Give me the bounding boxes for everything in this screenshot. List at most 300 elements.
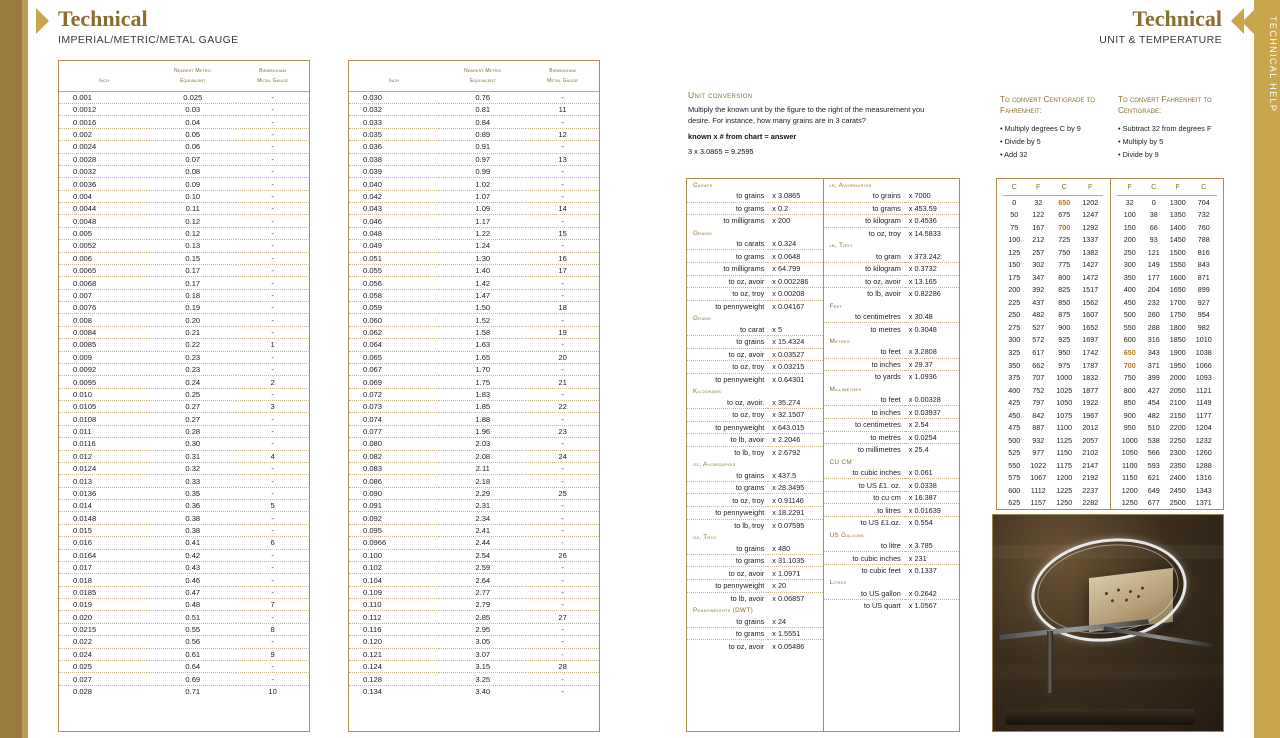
conversion-group-title: oz, Avoirdupois	[693, 461, 736, 469]
gauge-cell-metric: 3.07	[439, 648, 526, 660]
temperature-header: C	[1003, 179, 1025, 196]
gauge-cell-metric: 0.19	[149, 302, 236, 314]
gauge-cell-gauge: -	[236, 636, 309, 648]
table-row	[1117, 334, 1217, 347]
table-row	[687, 238, 823, 250]
conversion-label: to kilogram	[824, 215, 905, 228]
temperature-cell: 2400	[1169, 473, 1186, 483]
gauge-cell-metric: 0.07	[149, 153, 236, 165]
temperature-cell: 392	[1032, 285, 1045, 295]
conversion-group-title: Pennyweights (DWT)	[693, 607, 754, 615]
table-row	[349, 425, 599, 437]
gauge-cell-gauge: -	[236, 289, 309, 301]
gauge-cell-inch: 0.100	[349, 549, 439, 561]
gauge-cell-gauge: -	[526, 599, 599, 611]
gauge-cell-metric: 0.43	[149, 561, 236, 573]
conversion-label: to inches	[824, 406, 905, 419]
gauge-cell-inch: 0.074	[349, 413, 439, 425]
table-row	[349, 326, 599, 338]
table-row	[1117, 409, 1217, 422]
table-row	[59, 438, 309, 450]
temperature-cell: 788	[1197, 235, 1210, 245]
gauge-cell-inch: 0.036	[349, 141, 439, 153]
gauge-cell-inch: 0.0012	[59, 104, 149, 116]
temperature-cell: 1850	[1169, 335, 1186, 345]
conversion-label: to centimetres	[824, 418, 905, 431]
table-row	[687, 323, 823, 335]
temperature-cell: 625	[1008, 498, 1021, 508]
conversion-label: to grains	[687, 615, 768, 627]
conversion-group-title: Kilograms	[693, 388, 722, 396]
gauge-cell-inch: 0.090	[349, 487, 439, 499]
gauge-cell-metric: 2.77	[439, 586, 526, 598]
temperature-cell: 288	[1147, 322, 1160, 332]
gauge-cell-inch: 0.049	[349, 240, 439, 252]
temperature-cell: 843	[1197, 260, 1210, 270]
conversion-factor: x 0.01639	[905, 504, 959, 517]
table-row	[687, 190, 823, 202]
temperature-cell: 100	[1008, 235, 1021, 245]
gauge-cell-inch: 0.077	[349, 425, 439, 437]
centigrade-title: To convert Centigrade to Fahrenheit:	[1000, 95, 1095, 116]
temperature-cell: 825	[1058, 285, 1071, 295]
temperature-cell: 704	[1197, 197, 1210, 207]
gauge-header-inch: inch	[59, 61, 149, 91]
temperature-cell: 1517	[1082, 285, 1099, 295]
gauge-cell-gauge: -	[526, 524, 599, 536]
gauge-cell-metric: 1.75	[439, 376, 526, 388]
table-row	[59, 289, 309, 301]
table-row	[349, 227, 599, 239]
gauge-cell-inch: 0.134	[363, 686, 383, 696]
temperature-cell: 527	[1032, 322, 1045, 332]
table-row	[59, 363, 309, 375]
gauge-cell-metric: 0.30	[149, 438, 236, 450]
gauge-cell-gauge: -	[526, 438, 599, 450]
table-row	[349, 128, 599, 140]
temperature-cell: 93	[1149, 235, 1158, 245]
gauge-cell-gauge: -	[526, 500, 599, 512]
temperature-header: F	[1077, 179, 1103, 196]
gauge-cell-metric: 1.30	[439, 252, 526, 264]
temperature-cell: 700	[1058, 222, 1071, 232]
table-row	[687, 361, 823, 374]
table-row	[349, 524, 599, 536]
gauge-cell-gauge: -	[236, 227, 309, 239]
temperature-cell: 617	[1032, 347, 1045, 357]
conversion-factor: x 0.64301	[772, 375, 805, 385]
temperature-cell: 475	[1008, 423, 1021, 433]
gauge-cell-metric: 0.11	[149, 203, 236, 215]
temperature-cell: 2150	[1169, 410, 1186, 420]
conversion-factor: x 0.03937	[905, 406, 959, 419]
gauge-cell-gauge: -	[236, 116, 309, 128]
temperature-cell: 1472	[1082, 272, 1099, 282]
temperature-cell: 1600	[1169, 272, 1186, 282]
gauge-cell-metric: 1.96	[439, 425, 526, 437]
temperature-cell: 1010	[1195, 335, 1212, 345]
table-row	[687, 262, 823, 275]
gauge-cell-metric: 0.10	[149, 190, 236, 202]
gauge-cell-gauge: -	[526, 388, 599, 400]
gauge-cell-inch: 0.016	[59, 537, 149, 549]
conversion-label: to milligrams	[723, 216, 765, 226]
temperature-cell: 1427	[1082, 260, 1099, 270]
gauge-cell-inch: 0.062	[349, 326, 439, 338]
temperature-cell: 1562	[1082, 297, 1099, 307]
conversion-table	[824, 587, 960, 611]
table-row	[59, 252, 309, 264]
gauge-cell-inch: 0.121	[349, 648, 439, 660]
conversion-label: to oz, avoir	[687, 567, 768, 580]
gauge-cell-inch: 0.051	[349, 252, 439, 264]
gauge-cell-metric: 0.31	[149, 450, 236, 462]
temperature-cell: 450	[1123, 297, 1136, 307]
temperature-cell: 232	[1147, 297, 1160, 307]
temperature-cell: 1250	[1056, 498, 1073, 508]
gauge-cell-gauge: 22	[526, 401, 599, 413]
gauge-cell-metric: 1.85	[439, 401, 526, 413]
gauge-cell-metric: 2.29	[439, 487, 526, 499]
gauge-cell-metric: 2.08	[439, 450, 526, 462]
temperature-cell: 1066	[1195, 360, 1212, 370]
conversion-label: to US gallon	[824, 587, 905, 599]
gauge-cell-metric: 0.03	[149, 104, 236, 116]
table-row	[687, 554, 823, 567]
temperature-cell: 316	[1147, 335, 1160, 345]
temperature-cell: 257	[1032, 247, 1045, 257]
conversion-label: to US quart	[863, 601, 901, 611]
conversion-factor: x 0.2	[768, 202, 822, 215]
temperature-cell: 1121	[1196, 385, 1212, 395]
table-row	[349, 438, 599, 450]
page-left-margin-bar	[0, 0, 22, 738]
temperature-cell: 1337	[1082, 235, 1099, 245]
table-row	[349, 116, 599, 128]
table-row	[687, 519, 823, 531]
gauge-cell-metric: 0.69	[149, 673, 236, 685]
gauge-cell-metric: 0.17	[149, 264, 236, 276]
photo-light-streak-2	[993, 665, 1223, 679]
conversion-factor: x 0.05486	[772, 641, 805, 651]
temperature-cell: 1050	[1056, 398, 1073, 408]
table-row	[824, 358, 960, 371]
conversion-factor: x 1.0971	[768, 567, 822, 580]
temperature-cell: 1177	[1196, 410, 1212, 420]
table-row	[59, 487, 309, 499]
table-row	[824, 275, 960, 288]
conversion-group-title: CU CM	[829, 458, 852, 466]
gauge-cell-metric: 0.28	[149, 425, 236, 437]
page-subtitle-left: IMPERIAL/METRIC/METAL GAUGE	[58, 34, 239, 46]
gauge-table	[349, 61, 599, 697]
temperature-cell: 32	[1034, 197, 1043, 207]
gauge-cell-gauge: -	[236, 153, 309, 165]
temperature-cell: 816	[1197, 247, 1210, 257]
table-row	[349, 314, 599, 326]
gauge-cell-gauge: -	[526, 190, 599, 202]
gauge-cell-metric: 2.85	[439, 611, 526, 623]
gauge-cell-inch: 0.112	[349, 611, 439, 623]
temperature-cell: 454	[1147, 398, 1160, 408]
conversion-group-title: Litres	[829, 579, 847, 587]
temperature-cell: 437	[1032, 297, 1045, 307]
temperature-cell: 1400	[1169, 222, 1186, 232]
temperature-cell: 1877	[1082, 385, 1099, 395]
table-row	[59, 104, 309, 116]
temperature-cell: 1371	[1195, 498, 1212, 508]
gauge-cell-inch: 0.048	[349, 227, 439, 239]
table-row	[824, 202, 960, 215]
temperature-cell: 899	[1197, 285, 1210, 295]
temperature-cell: 725	[1058, 235, 1071, 245]
gauge-cell-gauge: -	[236, 586, 309, 598]
table-row	[687, 469, 823, 481]
gauge-cell-metric: 1.07	[439, 190, 526, 202]
temperature-cell: 650	[1058, 197, 1071, 207]
temperature-cell: 1697	[1082, 335, 1099, 345]
conversion-label: to lb, troy	[734, 520, 765, 530]
temperature-cell: 200	[1008, 285, 1021, 295]
temperature-cell: 0	[1151, 197, 1156, 207]
gauge-cell-metric: 3.25	[439, 673, 526, 685]
temperature-cell: 500	[1008, 435, 1021, 445]
temperature-cell: 425	[1008, 398, 1021, 408]
table-row	[687, 627, 823, 640]
temperature-cell: 1022	[1030, 460, 1047, 470]
conversion-factor: x 7000	[905, 190, 959, 202]
temperature-cell: 2057	[1082, 435, 1099, 445]
gauge-header-inch: inch	[349, 61, 439, 91]
gauge-cell-metric: 0.04	[149, 116, 236, 128]
table-row	[1117, 196, 1217, 209]
gauge-cell-metric: 1.09	[439, 203, 526, 215]
gauge-table	[59, 61, 309, 697]
table-row	[1003, 396, 1103, 409]
conversion-label: to cubic inches	[824, 552, 905, 565]
conversion-factor: x 0.1337	[908, 566, 937, 576]
temperature-cell: 1450	[1169, 235, 1186, 245]
temperature-cell: 1350	[1169, 210, 1186, 220]
gauge-cell-gauge: 17	[526, 264, 599, 276]
table-row	[824, 323, 960, 335]
gauge-cell-gauge: 12	[526, 128, 599, 140]
table-row	[824, 418, 960, 431]
gauge-cell-inch: 0.0124	[59, 462, 149, 474]
table-row	[1117, 484, 1217, 497]
table-row	[349, 302, 599, 314]
gauge-cell-gauge: 21	[526, 376, 599, 388]
temperature-cell: 125	[1008, 247, 1021, 257]
gauge-cell-metric: 0.22	[149, 339, 236, 351]
conversion-label: to grams	[687, 627, 768, 640]
photo-post	[1047, 631, 1053, 693]
gauge-cell-metric: 0.81	[439, 104, 526, 116]
temperature-cell: 350	[1008, 360, 1021, 370]
gauge-cell-inch: 0.0116	[59, 438, 149, 450]
conversion-label: to cu cm	[824, 491, 905, 504]
gauge-cell-inch: 0.056	[349, 277, 439, 289]
table-row	[1117, 271, 1217, 284]
temperature-cell: 538	[1147, 435, 1160, 445]
conversion-label: to oz, avoir	[728, 641, 765, 651]
gauge-cell-gauge: -	[236, 252, 309, 264]
conversion-label: to US £1. oz.	[824, 479, 905, 492]
gauge-cell-metric: 0.17	[149, 277, 236, 289]
conversion-factor: x 0.0338	[905, 479, 959, 492]
conversion-label: to grains	[687, 542, 768, 554]
temperature-cell: 975	[1058, 360, 1071, 370]
conversion-label: to feet	[824, 346, 905, 358]
table-row	[687, 421, 823, 434]
side-tab-label: TECHNICAL HELP	[1268, 16, 1278, 113]
temperature-table-right	[1117, 179, 1217, 509]
table-row	[59, 450, 309, 462]
table-row	[59, 116, 309, 128]
table-row	[687, 288, 823, 301]
conversion-factor: x 453.59	[905, 202, 959, 215]
table-row	[59, 376, 309, 388]
gauge-cell-gauge: -	[236, 203, 309, 215]
temperature-cell: 1050	[1121, 448, 1138, 458]
gauge-table-column-2	[348, 60, 600, 732]
header-left-arrow-icon	[36, 8, 49, 34]
temperature-cell: 1700	[1169, 297, 1186, 307]
temperature-cell: 177	[1147, 272, 1160, 282]
gauge-cell-metric: 1.47	[439, 289, 526, 301]
unit-conversion-body: Multiply the known unit by the figure to the right of the measurement you desire. For instance, how many grains are in 3 carats?	[688, 105, 925, 125]
conversion-factor: x 1.0567	[908, 601, 937, 611]
table-row	[1003, 409, 1103, 422]
gauge-cell-inch: 0.010	[59, 388, 149, 400]
gauge-cell-metric: 2.34	[439, 512, 526, 524]
conversion-label: to lb, troy	[734, 447, 765, 457]
table-row	[1003, 309, 1103, 322]
table-row	[1003, 496, 1103, 509]
gauge-cell-metric: 2.31	[439, 500, 526, 512]
temperature-cell: 2500	[1169, 498, 1186, 508]
table-row	[1117, 359, 1217, 372]
conversion-factor: x 0.03527	[768, 348, 822, 361]
table-row	[349, 351, 599, 363]
conversion-group-title: lb, Troy	[829, 242, 853, 250]
list-item: • Divide by 5	[1000, 136, 1041, 146]
gauge-cell-gauge: -	[236, 561, 309, 573]
gauge-cell-metric: 1.02	[439, 178, 526, 190]
conversion-factor: x 373.242	[905, 250, 959, 262]
temperature-cell: 2050	[1169, 385, 1186, 395]
gauge-cell-metric: 1.50	[439, 302, 526, 314]
gauge-cell-inch: 0.092	[349, 512, 439, 524]
temperature-cell: 1075	[1056, 410, 1073, 420]
gauge-cell-metric: 0.51	[149, 611, 236, 623]
conversion-label: to millimetres	[857, 445, 901, 455]
table-row	[1117, 346, 1217, 359]
table-row	[59, 302, 309, 314]
temperature-cell: 400	[1008, 385, 1021, 395]
temperature-table-box	[996, 178, 1224, 510]
gauge-cell-gauge: -	[526, 289, 599, 301]
gauge-cell-metric: 0.025	[149, 91, 236, 103]
gauge-cell-gauge: 16	[526, 252, 599, 264]
gauge-cell-metric: 2.44	[439, 537, 526, 549]
gauge-cell-gauge: -	[526, 673, 599, 685]
gauge-cell-gauge: -	[236, 190, 309, 202]
table-row	[59, 574, 309, 586]
temperature-cell: 649	[1147, 485, 1160, 495]
table-row	[59, 128, 309, 140]
conversion-table	[824, 467, 960, 529]
table-row	[349, 178, 599, 190]
gauge-cell-inch: 0.012	[59, 450, 149, 462]
temperature-cell: 1832	[1082, 373, 1099, 383]
table-row	[59, 351, 309, 363]
temperature-cell: 675	[1058, 210, 1071, 220]
temperature-cell: 100	[1123, 210, 1136, 220]
temperature-cell: 1967	[1082, 410, 1099, 420]
conversion-table	[687, 238, 823, 313]
table-row	[1117, 371, 1217, 384]
conversion-factor: x 32.1507	[768, 408, 822, 421]
gauge-cell-inch: 0.011	[59, 425, 149, 437]
table-row	[687, 373, 823, 385]
temperature-cell: 1652	[1082, 322, 1099, 332]
table-row	[687, 408, 823, 421]
temperature-cell: 302	[1032, 260, 1045, 270]
gauge-cell-gauge: -	[526, 178, 599, 190]
temperature-cell: 593	[1147, 460, 1160, 470]
table-row	[349, 500, 599, 512]
gauge-cell-inch: 0.001	[59, 91, 149, 103]
gauge-cell-inch: 0.0164	[59, 549, 149, 561]
temperature-header: C	[1143, 179, 1165, 196]
table-row	[824, 190, 960, 202]
conversion-label: to grains	[687, 335, 768, 348]
table-row	[687, 615, 823, 627]
temperature-cell: 1200	[1121, 485, 1138, 495]
table-row	[59, 401, 309, 413]
gauge-cell-gauge: -	[236, 524, 309, 536]
conversion-label: to oz, troy	[687, 361, 768, 374]
table-row	[59, 586, 309, 598]
table-row	[349, 363, 599, 375]
gauge-cell-metric: 2.11	[439, 462, 526, 474]
temperature-cell: 2000	[1169, 373, 1186, 383]
gauge-cell-gauge: 8	[236, 623, 309, 635]
fahrenheit-title: To convert Fahrenheit to Centigrade:	[1118, 95, 1212, 116]
gauge-header-metric: nearest metric equivalent	[439, 61, 526, 91]
conversion-factor: x 13.165	[905, 275, 959, 288]
gauge-cell-gauge: 9	[236, 648, 309, 660]
table-row	[59, 91, 309, 103]
temperature-cell: 871	[1197, 272, 1210, 282]
conversion-label: to pennyweight	[687, 580, 768, 593]
table-row	[1117, 246, 1217, 259]
gauge-cell-inch: 0.0024	[59, 141, 149, 153]
table-row	[59, 673, 309, 685]
temperature-cell: 760	[1197, 222, 1210, 232]
conversion-factor: x 0.061	[905, 467, 959, 479]
gauge-cell-inch: 0.0048	[59, 215, 149, 227]
gauge-cell-gauge: 1	[236, 339, 309, 351]
list-item: • Multiply by 5	[1118, 136, 1164, 146]
table-row	[349, 512, 599, 524]
table-row	[1117, 421, 1217, 434]
temperature-cell: 1922	[1082, 398, 1099, 408]
table-row	[349, 450, 599, 462]
table-row	[824, 504, 960, 517]
table-row	[59, 537, 309, 549]
